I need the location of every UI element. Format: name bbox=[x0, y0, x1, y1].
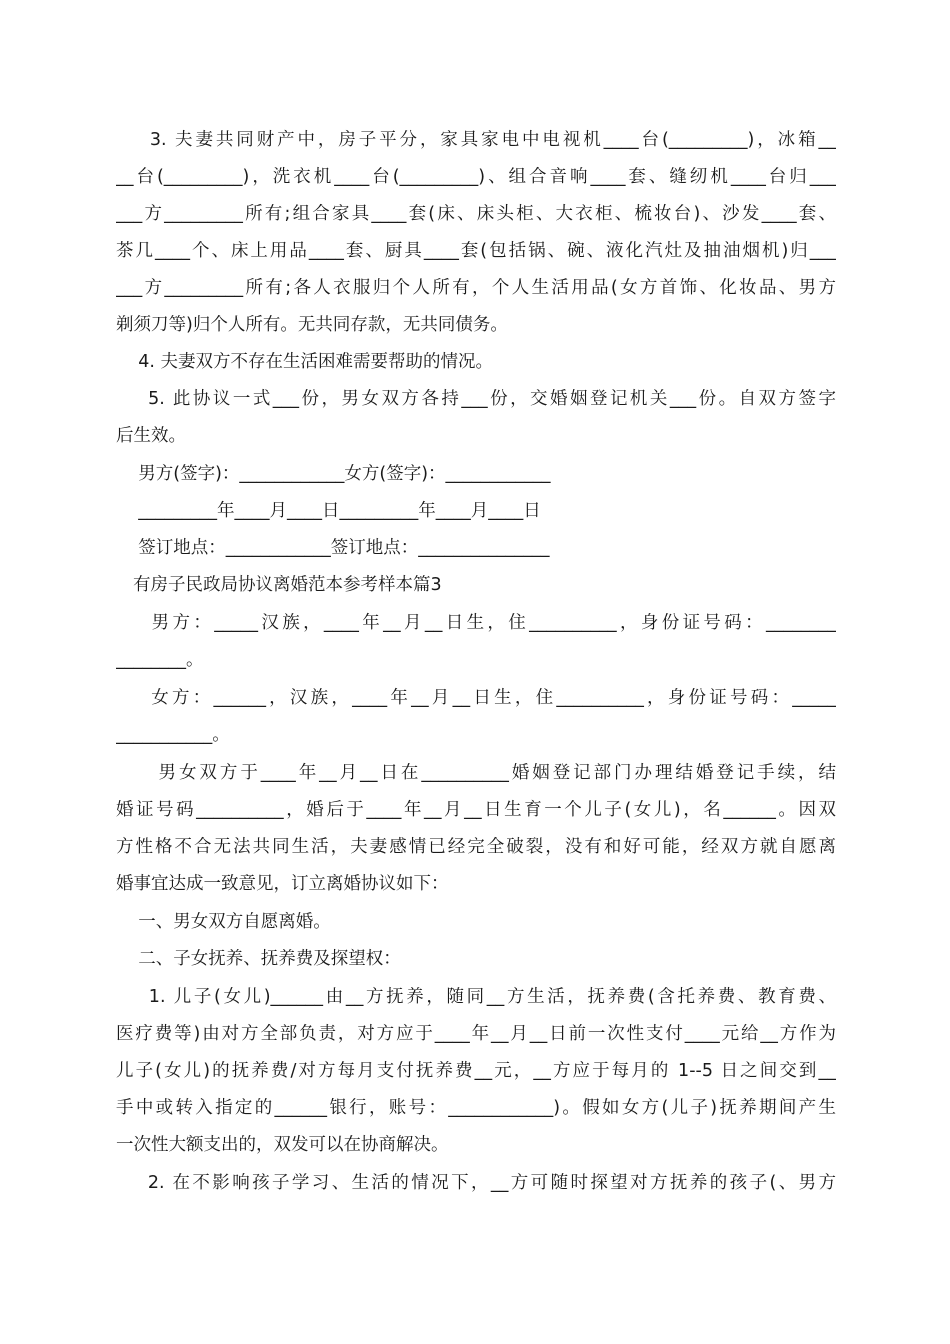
text-line: 3. 夫妻共同财产中，房子平分，家具家电中电视机____台(_________)，冰箱__ bbox=[116, 130, 836, 150]
text-line: ___________。 bbox=[116, 725, 230, 745]
text-line: 4. 夫妻双方不存在生活困难需要帮助的情况。 bbox=[116, 352, 494, 372]
text-line: ___方_________所有;组合家具____套(床、床头柜、大衣柜、梳妆台)、沙发____套、 bbox=[116, 204, 836, 224]
text-line: 婚事宜达成一致意见，订立离婚协议如下： bbox=[116, 874, 449, 894]
text-line: 女方：______，汉族，____年__月__日生，住__________，身份证号码：_____ bbox=[116, 688, 836, 708]
text-line: 方性格不合无法共同生活，夫妻感情已经完全破裂，没有和好可能，经双方就自愿离 bbox=[116, 837, 836, 857]
text-line: 儿子(女儿)的抚养费/对方每月支付抚养费__元，__方应于每月的 1--5 日之间交到__ bbox=[116, 1061, 836, 1081]
text-line: 男女双方于____年__月__日在__________婚姻登记部门办理结婚登记手续，结 bbox=[116, 763, 836, 783]
text-line: 1. 儿子(女儿)______由__方抚养，随同__方生活，抚养费(含托养费、教育费、 bbox=[116, 987, 836, 1007]
text-line: 后生效。 bbox=[116, 426, 186, 446]
signing-place-line: 签订地点：____________签订地点：_______________ bbox=[116, 538, 550, 558]
signature-line: 男方(签字)：____________女方(签字)：____________ bbox=[116, 464, 551, 484]
text-line: 5. 此协议一式___份，男女双方各持___份，交婚姻登记机关___份。自双方签字 bbox=[116, 389, 836, 409]
text-line: 2. 在不影响孩子学习、生活的情况下，__方可随时探望对方抚养的孩子(、男方 bbox=[116, 1173, 836, 1193]
text-line: 男方：_____汉族，____年__月__日生，住__________，身份证号码：________ bbox=[116, 613, 836, 633]
date-line: _________年____月____日_________年____月____日 bbox=[116, 501, 541, 521]
text-line: 一次性大额支出的，双发可以在协商解决。 bbox=[116, 1135, 449, 1155]
text-line: 剃须刀等)归个人所有。无共同存款，无共同债务。 bbox=[116, 315, 508, 335]
text-line: 茶几____个、床上用品____套、厨具____套(包括锅、碗、液化汽灶及抽油烟机)归___ bbox=[116, 241, 836, 261]
text-line: 医疗费等)由对方全部负责，对方应于____年__月__日前一次性支付____元给__方作为 bbox=[116, 1024, 836, 1044]
text-line: __台(_________)，洗衣机____台(_________)、组合音响____套、缝纫机____台归___ bbox=[116, 167, 836, 187]
text-line: 婚证号码__________，婚后于____年__月__日生育一个儿子(女儿)，名______。因双 bbox=[116, 800, 836, 820]
text-line: ___方_________所有;各人衣服归个人所有，个人生活用品(女方首饰、化妆品、男方 bbox=[116, 278, 836, 298]
text-line: ________。 bbox=[116, 650, 204, 670]
section-heading: 有房子民政局协议离婚范本参考样本篇3 bbox=[133, 575, 442, 595]
text-line: 手中或转入指定的______银行，账号：____________)。假如女方(儿子)抚养期间产生 bbox=[116, 1098, 836, 1118]
text-line: 二、子女抚养、抚养费及探望权： bbox=[116, 949, 401, 969]
text-line: 一、男女双方自愿离婚。 bbox=[116, 912, 331, 932]
